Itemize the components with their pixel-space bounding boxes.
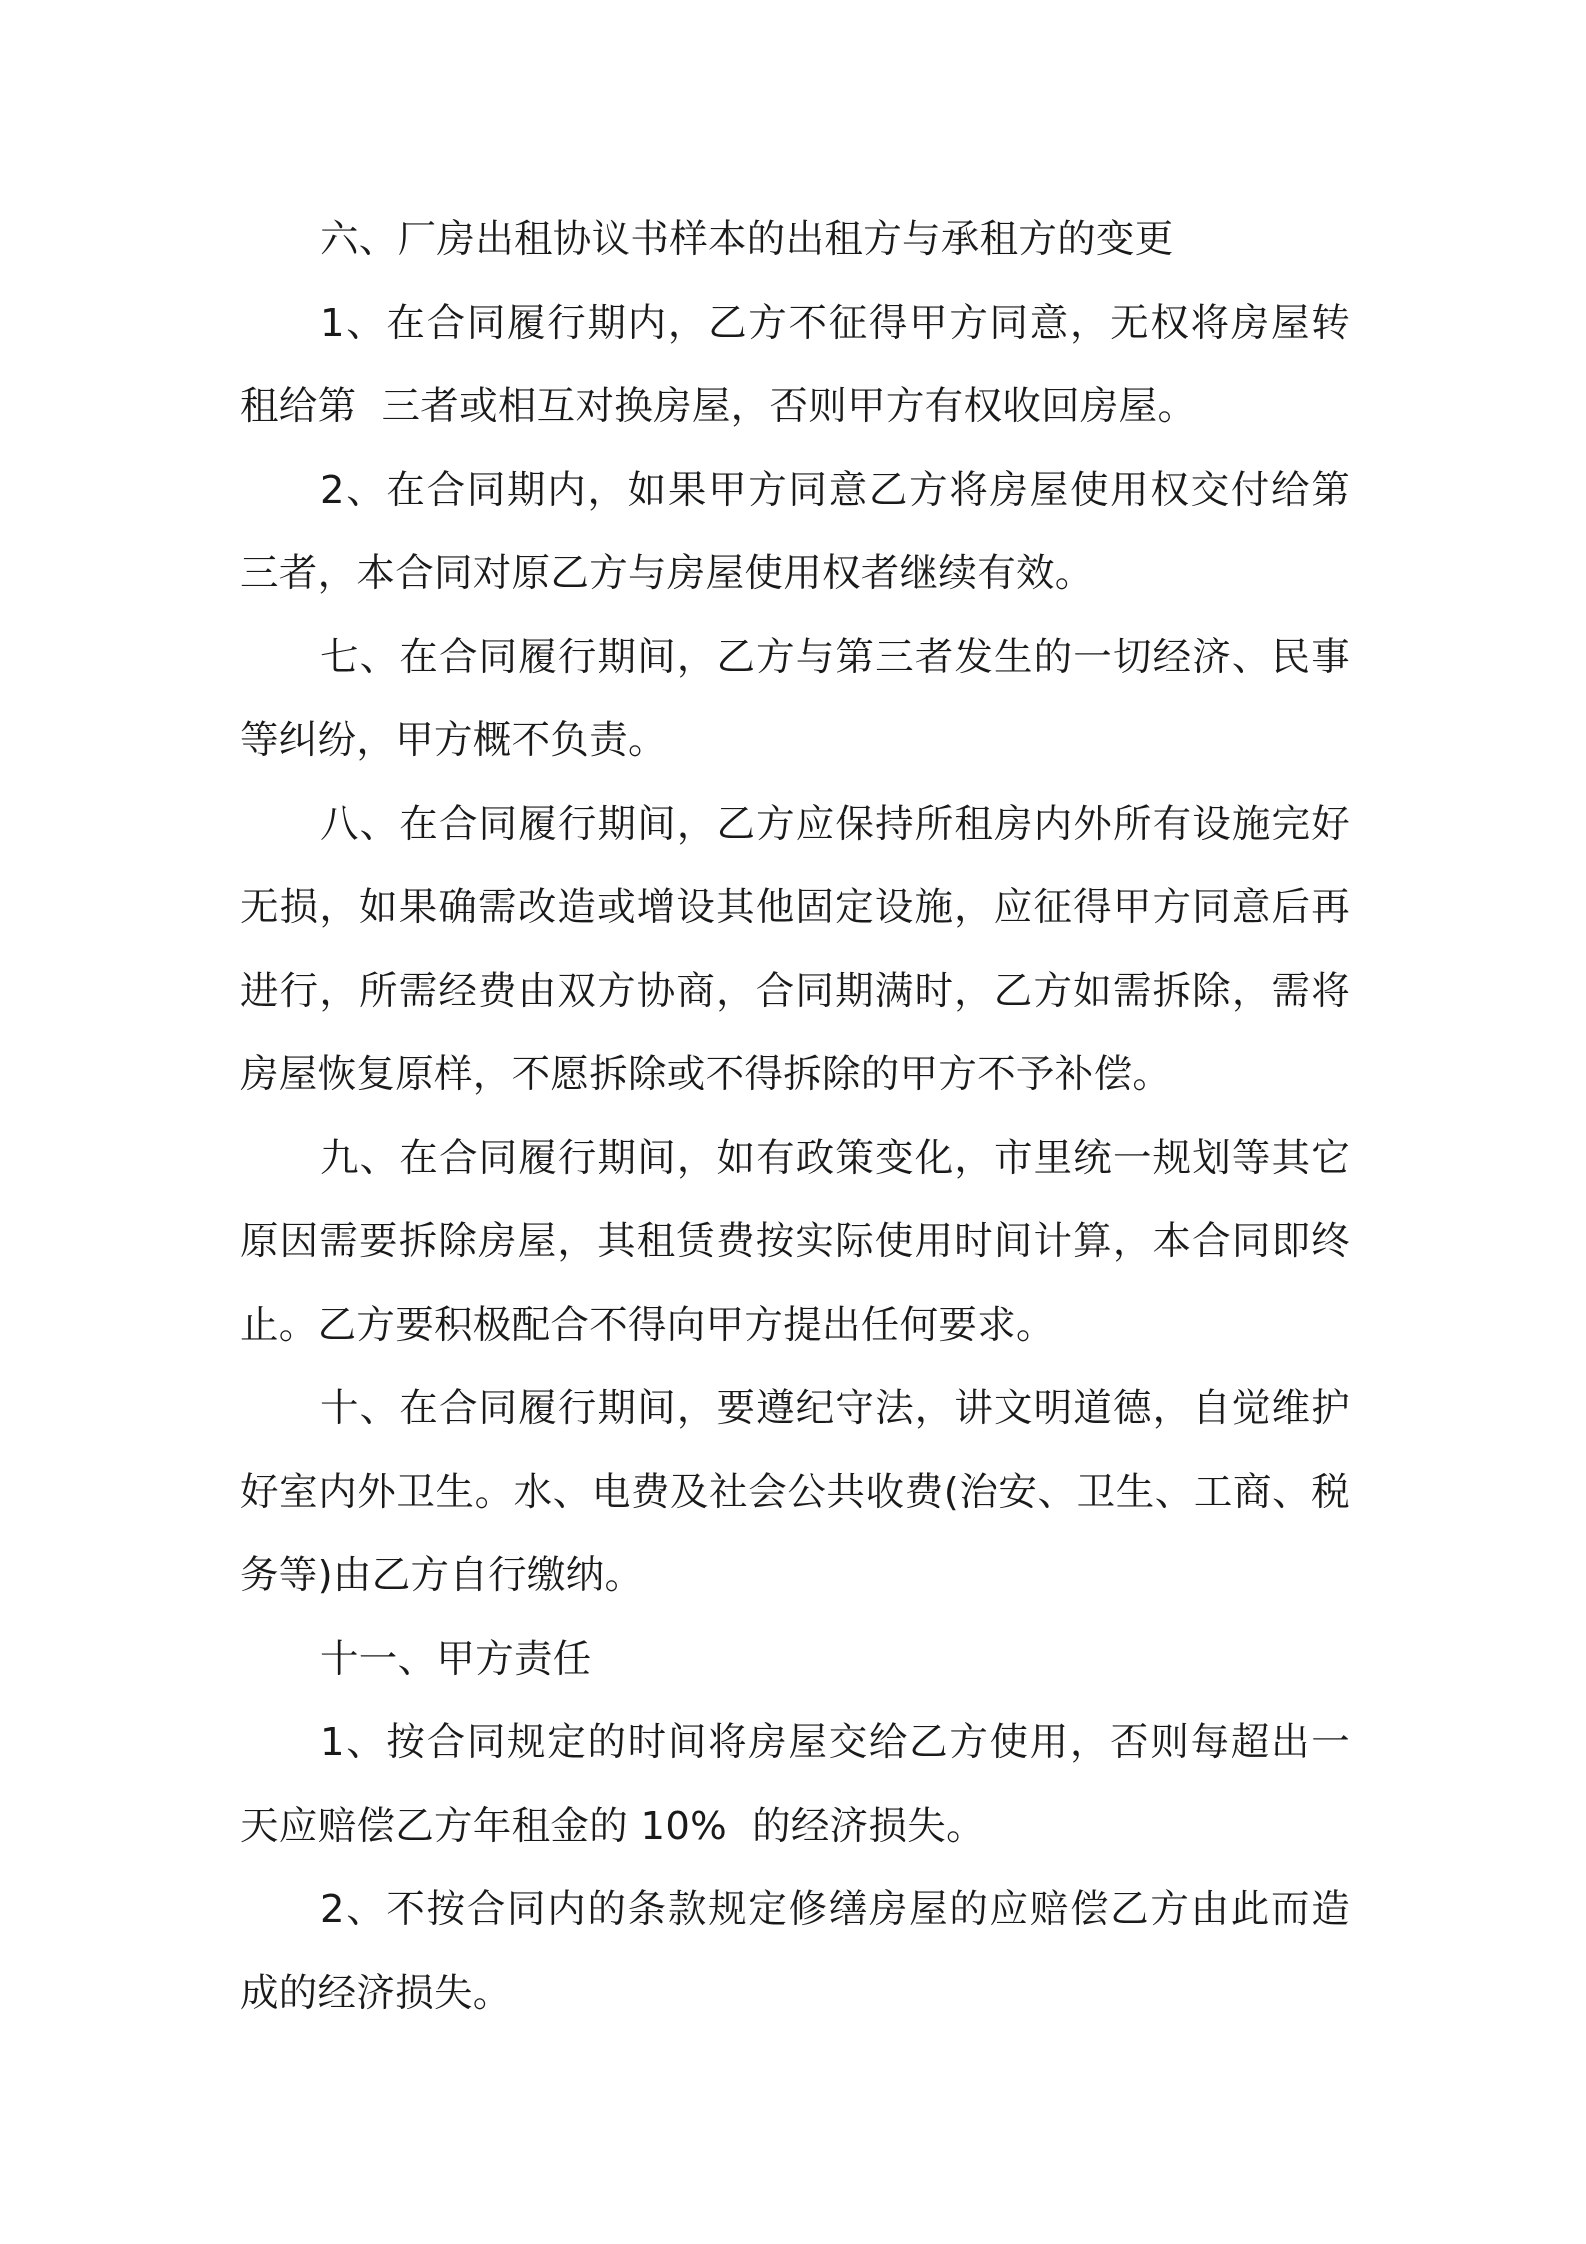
- paragraph-section-6-heading: 六、厂房出租协议书样本的出租方与承租方的变更: [320, 217, 1174, 262]
- paragraph-section-6-item-1: 1、在合同履行期内，乙方不征得甲方同意，无权将房屋转租给第 三者或相互对换房屋，否则甲方有权收回房屋。: [240, 300, 1350, 429]
- paragraph-section-11-heading: 十一、甲方责任: [320, 1636, 592, 1682]
- paragraph-section-8: 八、在合同履行期间，乙方应保持所租房内外所有设施完好无损，如果确需改造或增设其他固定设施，应征得甲方同意后再进行，所需经费由双方协商，合同期满时，乙方如需拆除，需将房屋恢复原样，不愿拆除或不得拆除的甲方不予补偿。: [240, 801, 1350, 1097]
- paragraph-section-6-item-2: 2、在合同期内，如果甲方同意乙方将房屋使用权交付给第三者，本合同对原乙方与房屋使用权者继续有效。: [240, 467, 1350, 596]
- paragraph-section-7: 七、在合同履行期间，乙方与第三者发生的一切经济、民事等纠纷，甲方概不负责。: [240, 634, 1350, 763]
- document-body: [240, 198, 1350, 2035]
- paragraph-section-9: 九、在合同履行期间，如有政策变化，市里统一规划等其它原因需要拆除房屋，其租赁费按实际使用时间计算，本合同即终止。乙方要积极配合不得向甲方提出任何要求。: [240, 1135, 1350, 1348]
- paragraph-section-10: 十、在合同履行期间，要遵纪守法，讲文明道德，自觉维护好室内外卫生。水、电费及社会公共收费(治安、卫生、工商、税务等)由乙方自行缴纳。: [240, 1386, 1350, 1598]
- paragraph-section-11-item-1: 1、按合同规定的时间将房屋交给乙方使用，否则每超出一天应赔偿乙方年租金的 10% 的经济损失。: [240, 1720, 1350, 1849]
- paragraph-section-11-item-2: 2、不按合同内的条款规定修缮房屋的应赔偿乙方由此而造成的经济损失。: [240, 1887, 1350, 2016]
